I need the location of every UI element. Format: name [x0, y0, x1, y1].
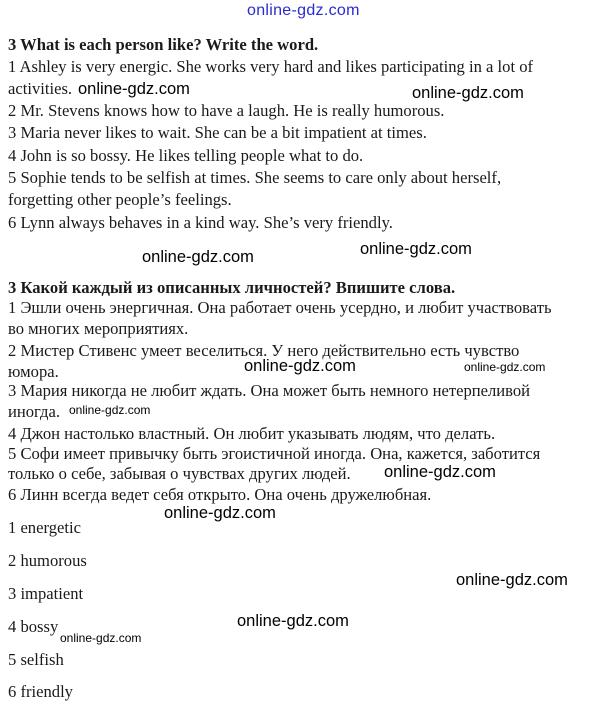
english-line: activities.: [8, 79, 73, 98]
answer-item: 1 energetic: [8, 518, 81, 537]
russian-line: 1 Эшли очень энергичная. Она работает очень усердно, и любит участвовать: [8, 298, 552, 317]
watermark: online-gdz.com: [464, 360, 546, 374]
russian-line: только о себе, забывая о чувствах других людей.: [8, 464, 351, 483]
english-line: 6 Lynn always behaves in a kind way. She’s very friendly.: [8, 213, 393, 232]
watermark: online-gdz.com: [456, 571, 568, 589]
answer-item: 2 humorous: [8, 551, 87, 570]
russian-line: во многих мероприятиях.: [8, 319, 189, 338]
watermark: online-gdz.com: [244, 357, 356, 375]
answer-item: 5 selfish: [8, 650, 64, 669]
watermark: online-gdz.com: [164, 504, 276, 522]
watermark: online-gdz.com: [78, 80, 190, 98]
russian-line: иногда.: [8, 402, 60, 421]
russian-line: 4 Джон настолько властный. Он любит указывать людям, что делать.: [8, 424, 496, 443]
watermark: online-gdz.com: [412, 84, 524, 102]
english-title: 3 What is each person like? Write the word.: [8, 35, 319, 54]
watermark: online-gdz.com: [69, 403, 151, 417]
watermark: online-gdz.com: [142, 248, 254, 266]
english-line: 1 Ashley is very energic. She works very hard and likes participating in a lot of: [8, 57, 534, 76]
russian-line: юмора.: [8, 362, 59, 381]
watermark: online-gdz.com: [360, 240, 472, 258]
answer-item: 3 impatient: [8, 584, 84, 603]
header-watermark: online-gdz.com: [247, 2, 360, 19]
answer-item: 4 bossy: [8, 617, 59, 636]
answer-item: 6 friendly: [8, 682, 73, 701]
watermark: online-gdz.com: [60, 631, 142, 645]
russian-line: 6 Линн всегда ведет себя открыто. Она очень дружелюбная.: [8, 485, 432, 504]
english-line: 2 Mr. Stevens knows how to have a laugh. He is really humorous.: [8, 101, 445, 120]
watermark: online-gdz.com: [384, 463, 496, 481]
english-line: forgetting other people’s feelings.: [8, 190, 232, 209]
watermark: online-gdz.com: [237, 612, 349, 630]
russian-title: 3 Какой каждый из описанных личностей? Впишите слова.: [8, 278, 456, 297]
english-line: 3 Maria never likes to wait. She can be a bit impatient at times.: [8, 123, 427, 142]
russian-line: 5 Софи имеет привычку быть эгоистичной иногда. Она, кажется, заботится: [8, 444, 541, 463]
english-line: 5 Sophie tends to be selfish at times. She seems to care only about herself,: [8, 168, 502, 187]
russian-line: 2 Мистер Стивенс умеет веселиться. У него действительно есть чувство: [8, 341, 520, 360]
english-line: 4 John is so bossy. He likes telling people what to do.: [8, 146, 364, 165]
russian-line: 3 Мария никогда не любит ждать. Она может быть немного нетерпеливой: [8, 381, 531, 400]
